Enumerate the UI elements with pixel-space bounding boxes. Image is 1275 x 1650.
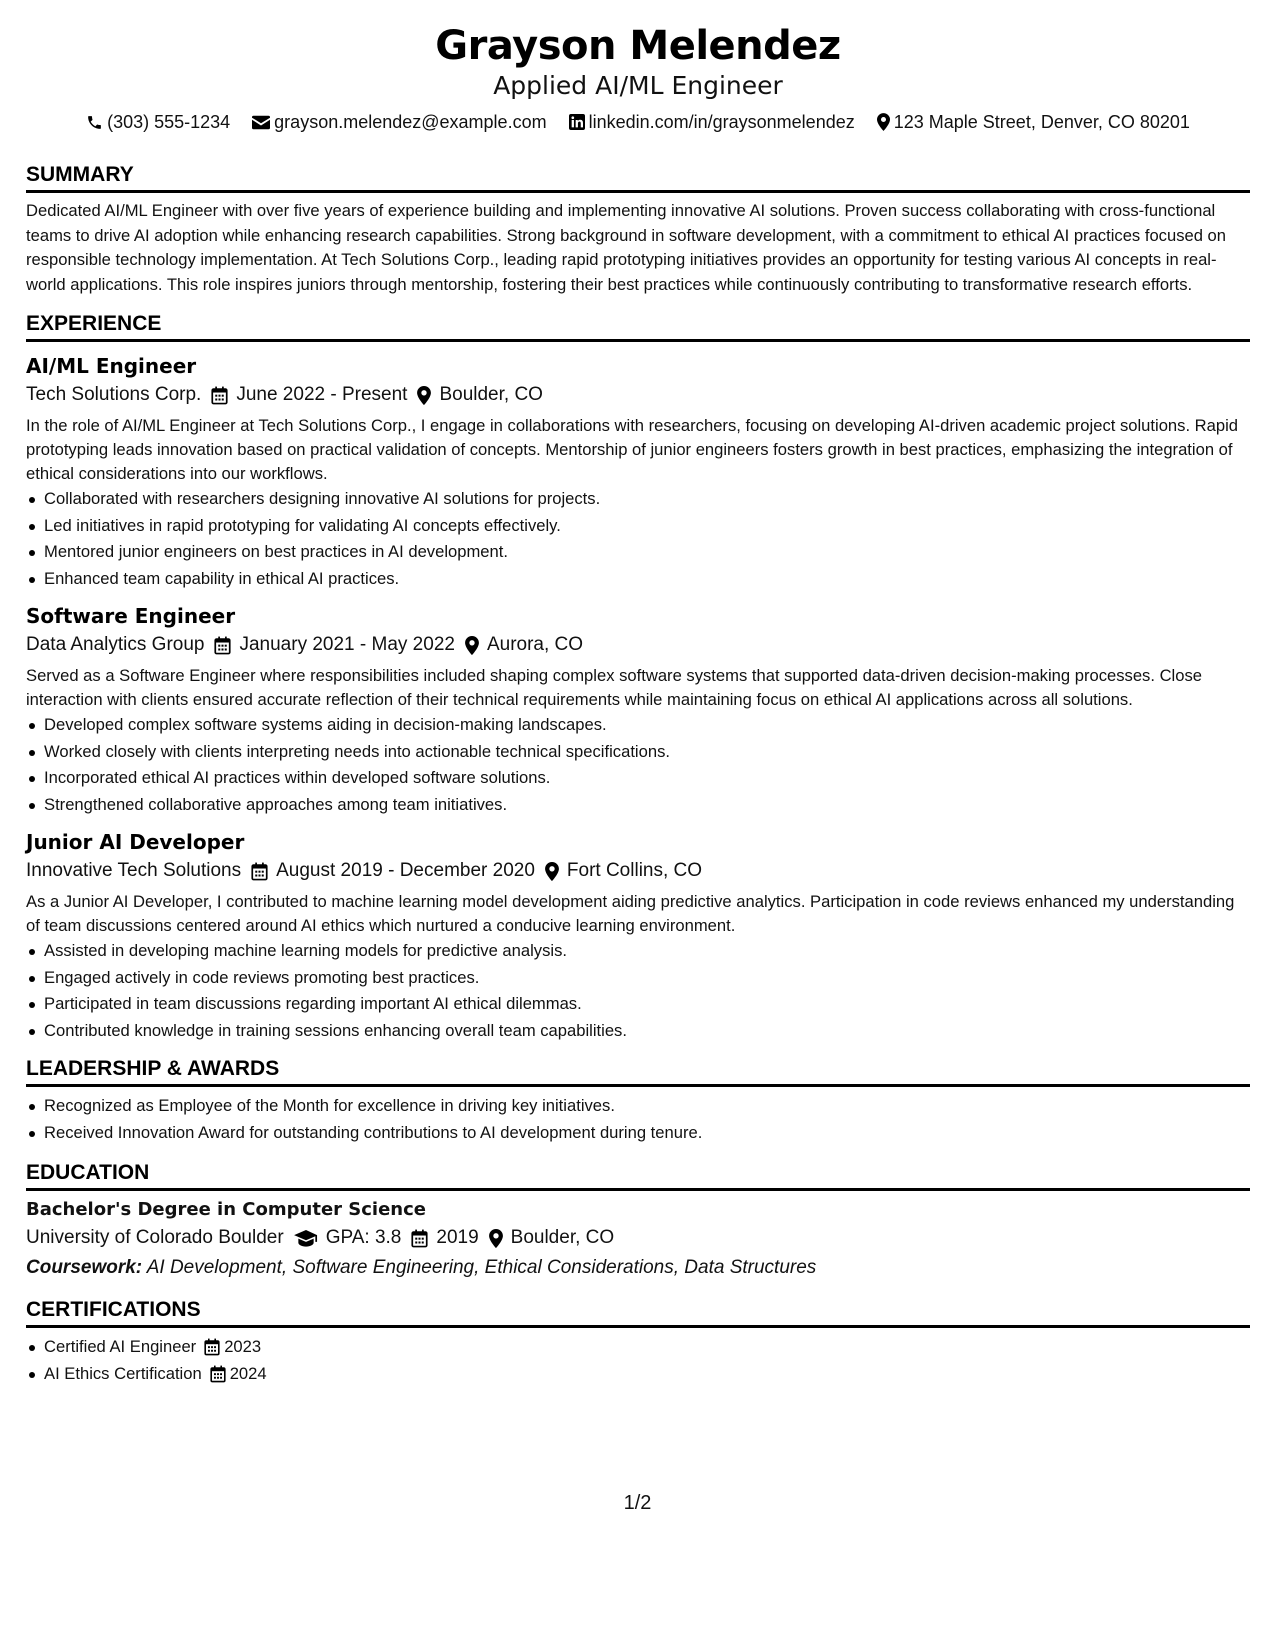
candidate-name: Grayson Melendez	[435, 23, 841, 69]
job-location: Fort Collins, CO	[566, 860, 703, 881]
calendar-icon	[411, 1229, 428, 1248]
degree-title: Bachelor's Degree in Computer Science	[26, 1199, 426, 1220]
job-bullets	[26, 486, 1250, 592]
address-text: 123 Maple Street, Denver, CO 80201	[893, 112, 1190, 132]
cert-name: Certified AI Engineer	[44, 1337, 197, 1356]
candidate-role: Applied AI/ML Engineer	[493, 71, 783, 100]
email-text: grayson.melendez@example.com	[274, 112, 547, 132]
job-entry	[26, 828, 1250, 1044]
list-item: Worked closely with clients interpreting needs into actionable technical specifications.	[44, 739, 1250, 766]
page-number: 1/2	[623, 1492, 652, 1514]
certifications-section	[26, 1297, 1250, 1387]
coursework-line	[26, 1253, 1250, 1283]
map-marker-icon	[417, 386, 431, 405]
job-bullets	[26, 938, 1250, 1044]
job-location: Aurora, CO	[486, 634, 584, 655]
phone-text: (303) 555-1234	[107, 112, 231, 132]
map-marker-icon	[489, 1229, 503, 1248]
contact-row	[26, 110, 1250, 134]
job-bullets	[26, 712, 1250, 818]
cert-year: 2024	[229, 1363, 267, 1383]
list-item: Received Innovation Award for outstanding contributions to AI development during tenure.	[44, 1120, 1250, 1147]
contact-email[interactable]	[252, 110, 546, 134]
linkedin-icon	[569, 114, 585, 130]
job-meta	[26, 380, 1250, 410]
job-dates: January 2021 - May 2022	[239, 634, 455, 655]
job-title: AI/ML Engineer	[26, 354, 197, 378]
experience-heading: EXPERIENCE	[26, 311, 1250, 342]
graduation-cap-icon	[294, 1230, 318, 1247]
job-location: Boulder, CO	[439, 384, 543, 405]
calendar-icon	[214, 636, 231, 655]
leadership-section	[26, 1056, 1250, 1146]
cert-name: AI Ethics Certification	[44, 1363, 202, 1383]
education-heading: EDUCATION	[26, 1160, 1250, 1191]
certifications-heading: CERTIFICATIONS	[26, 1297, 1250, 1328]
summary-heading: SUMMARY	[26, 162, 1250, 193]
envelope-icon	[252, 115, 270, 130]
map-marker-icon	[465, 636, 479, 655]
list-item: Led initiatives in rapid prototyping for validating AI concepts effectively.	[44, 513, 1250, 540]
job-description: In the role of AI/ML Engineer at Tech Solutions Corp., I engage in collaborations with researchers, focusing on developing AI-driven academic project solutions. Rapid prototyping leads innovation based on practical validation of concepts. Mentorship of junior engineers fosters growth in best practices, emphasizing the integration of ethical considerations into our workflows.	[26, 416, 1239, 483]
gpa-text: GPA: 3.8	[325, 1227, 402, 1248]
job-meta	[26, 630, 1250, 660]
job-title: Software Engineer	[26, 604, 236, 628]
contact-address	[877, 110, 1190, 134]
calendar-icon	[251, 862, 268, 881]
list-item: Contributed knowledge in training sessions enhancing overall team capabilities.	[44, 1018, 1250, 1045]
resume-header	[26, 20, 1250, 134]
certifications-list	[26, 1334, 1250, 1387]
job-company: Data Analytics Group	[26, 634, 205, 655]
list-item: Developed complex software systems aiding in decision-making landscapes.	[44, 712, 1250, 739]
job-company: Innovative Tech Solutions	[26, 860, 242, 881]
contact-phone[interactable]	[86, 110, 230, 134]
contact-linkedin[interactable]	[569, 110, 855, 134]
coursework-label: Coursework:	[26, 1257, 143, 1278]
calendar-icon	[211, 386, 228, 405]
summary-section	[26, 162, 1250, 297]
leadership-heading: LEADERSHIP & AWARDS	[26, 1056, 1250, 1087]
list-item: Assisted in developing machine learning models for predictive analysis.	[44, 938, 1250, 965]
job-company: Tech Solutions Corp.	[26, 384, 202, 405]
school-name: University of Colorado Boulder	[26, 1227, 284, 1248]
job-title: Junior AI Developer	[26, 830, 245, 854]
job-entry	[26, 602, 1250, 818]
calendar-icon	[204, 1338, 220, 1356]
job-description: Served as a Software Engineer where responsibilities included shaping complex software systems that supported data-driven decision-making processes. Close interaction with clients ensured accurate reflection of their technical requirements while maintaining focus on ethical AI applications across all solutions.	[26, 666, 1202, 709]
map-marker-icon	[877, 113, 890, 131]
experience-section	[26, 311, 1250, 1044]
list-item: Enhanced team capability in ethical AI practices.	[44, 566, 1250, 593]
job-description: As a Junior AI Developer, I contributed to machine learning model development aiding predictive analytics. Participation in code reviews enhanced my understanding of team discussions centered around AI ethics which nurtured a conducive learning environment.	[26, 892, 1235, 935]
list-item: Incorporated ethical AI practices within developed software solutions.	[44, 765, 1250, 792]
leadership-list	[26, 1093, 1250, 1146]
job-entry	[26, 352, 1250, 592]
phone-icon	[86, 114, 103, 131]
school-location: Boulder, CO	[510, 1227, 615, 1248]
job-dates: June 2022 - Present	[236, 384, 408, 405]
list-item: Mentored junior engineers on best practices in AI development.	[44, 539, 1250, 566]
list-item: Engaged actively in code reviews promoting best practices.	[44, 965, 1250, 992]
calendar-icon	[210, 1365, 226, 1383]
list-item: Participated in team discussions regarding important AI ethical dilemmas.	[44, 991, 1250, 1018]
list-item: Recognized as Employee of the Month for excellence in driving key initiatives.	[44, 1093, 1250, 1120]
map-marker-icon	[545, 862, 559, 881]
education-section	[26, 1160, 1250, 1283]
job-meta	[26, 856, 1250, 886]
list-item	[44, 1334, 1250, 1361]
summary-text: Dedicated AI/ML Engineer with over five years of experience building and implementing innovative AI solutions. Proven success collaborating with cross-functional teams to drive AI adoption while enhancing research capabilities. Strong background in software development, with a commitment to ethical AI practices focused on responsible technology implementation. At Tech Solutions Corp., leading rapid prototyping initiatives provides an opportunity for testing various AI concepts in real-world applications. This role inspires juniors through mentorship, fostering their best practices while continuously contributing to transformative research efforts.	[26, 201, 1227, 294]
cert-year: 2023	[224, 1337, 262, 1356]
list-item: Strengthened collaborative approaches among team initiatives.	[44, 792, 1250, 819]
list-item	[44, 1361, 1250, 1388]
graduation-year: 2019	[436, 1227, 479, 1248]
coursework-text: AI Development, Software Engineering, Ethical Considerations, Data Structures	[146, 1257, 817, 1278]
education-meta	[26, 1223, 1250, 1253]
resume-page	[26, 20, 1250, 1387]
linkedin-text: linkedin.com/in/graysonmelendez	[588, 112, 855, 132]
list-item: Collaborated with researchers designing innovative AI solutions for projects.	[44, 486, 1250, 513]
job-dates: August 2019 - December 2020	[276, 860, 535, 881]
